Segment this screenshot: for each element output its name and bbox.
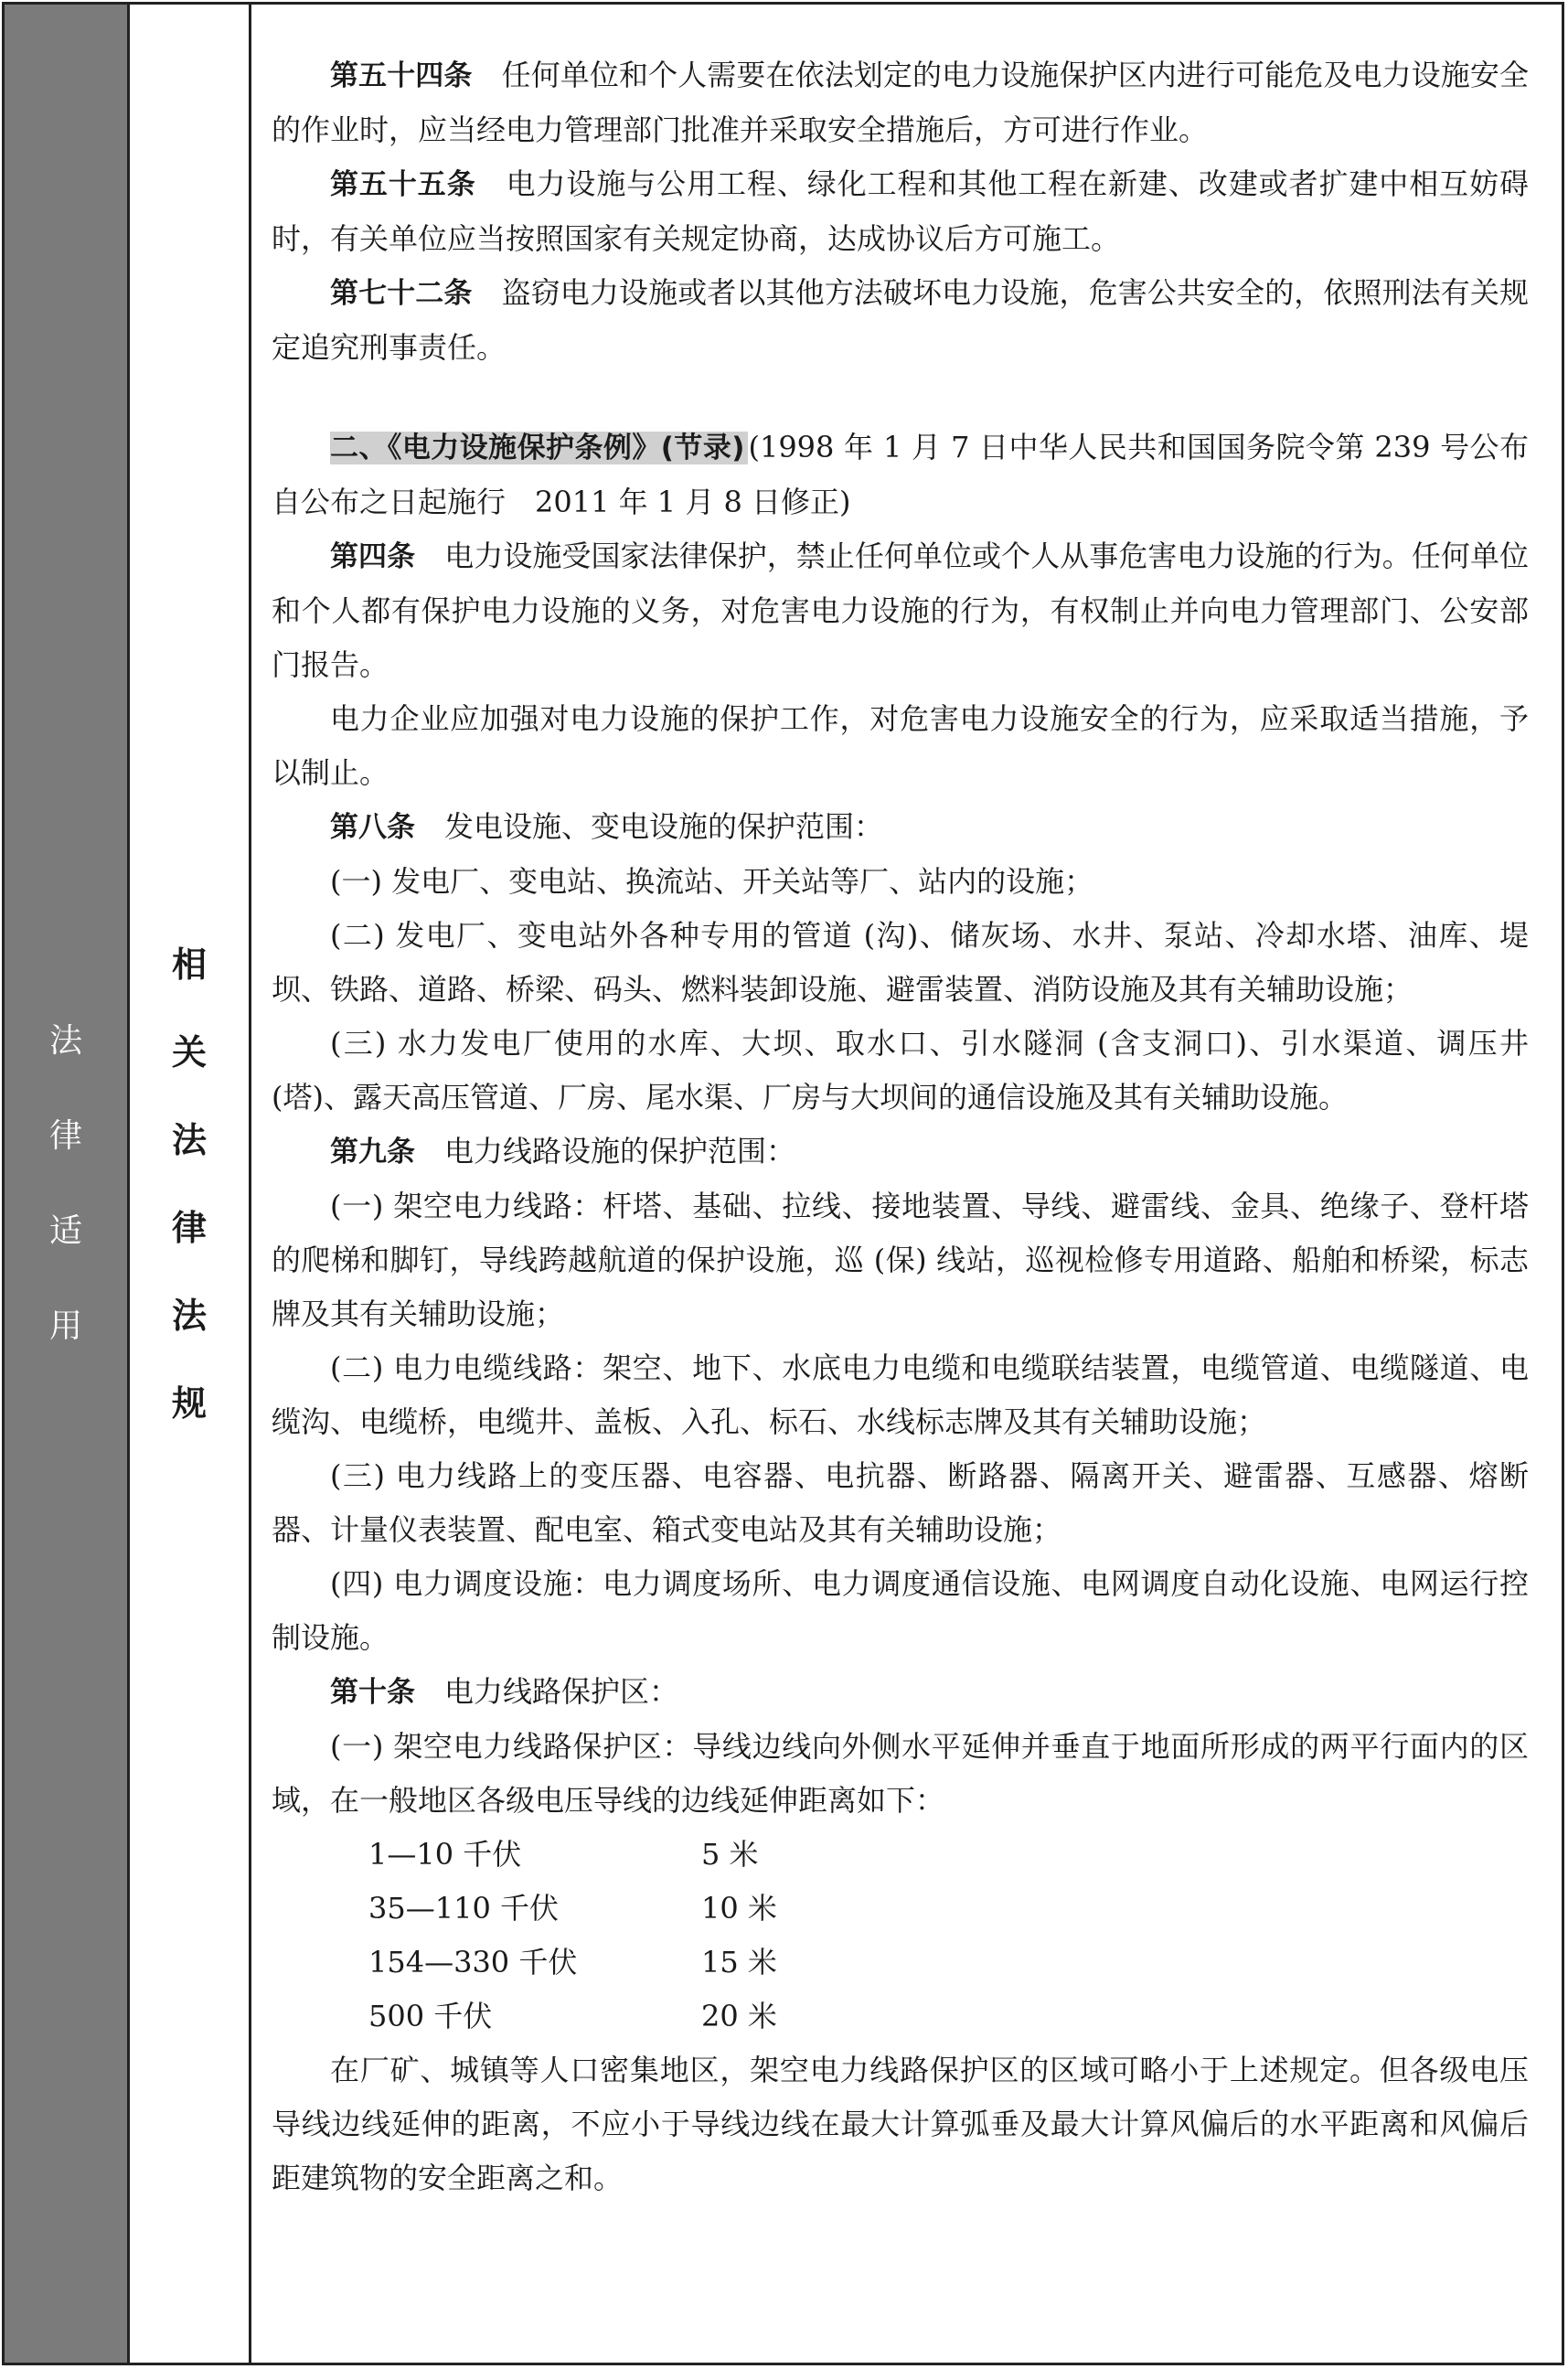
article-55: 第五十五条 电力设施与公用工程、绿化工程和其他工程在新建、改建或者扩建中相互妨碍时，有关单位应当按照国家有关规定协商，达成协议后方可施工。 xyxy=(272,166,1529,256)
article-9: 第九条 电力线路设施的保护范围： xyxy=(330,1134,796,1168)
article-8-item: (二) 发电厂、变电站外各种专用的管道 (沟)、储灰场、水井、泵站、冷却水塔、油库、堤坝、铁路、道路、桥梁、码头、燃料装卸设施、避雷装置、消防设施及其有关辅助设施； xyxy=(272,918,1529,1007)
subcategory-label-char: 法 xyxy=(171,1119,207,1160)
article-54: 第五十四条 任何单位和个人需要在依法划定的电力设施保护区内进行可能危及电力设施安全的作业时，应当经电力管理部门批准并采取安全措施后，方可进行作业。 xyxy=(272,58,1529,147)
article-4: 第四条 电力设施受国家法律保护，禁止任何单位或个人从事危害电力设施的行为。任何单位和个人都有保护电力设施的义务，对危害电力设施的行为，有权制止并向电力管理部门、公安部门报告。 xyxy=(272,539,1529,682)
article-10-closing: 在厂矿、城镇等人口密集地区，架空电力线路保护区的区域可略小于上述规定。但各级电压导线边线延伸的距离，不应小于导线边线在最大计算弧垂及最大计算风偏后的水平距离和风偏后距建筑物的安全距离之和。 xyxy=(272,2053,1529,2195)
distance-row: 154—330 千伏 15 米 xyxy=(368,1945,777,1980)
distance-list xyxy=(272,1828,1529,2044)
article-9-item: (四) 电力调度设施：电力调度场所、电力调度通信设施、电网调度自动化设施、电网运行控制设施。 xyxy=(272,1566,1529,1655)
subcategory-label-char: 相 xyxy=(171,944,207,985)
document-table xyxy=(2,2,1564,2365)
article-10: 第十条 电力线路保护区： xyxy=(330,1674,679,1709)
category-column xyxy=(5,5,130,2363)
article-9-item: (二) 电力电缆线路：架空、地下、水底电力电缆和电缆联结装置，电缆管道、电缆隧道、电缆沟、电缆桥，电缆井、盖板、入孔、标石、水线标志牌及其有关辅助设施； xyxy=(272,1350,1529,1439)
category-label-char: 适 xyxy=(48,1211,82,1250)
distance-row: 500 千伏 20 米 xyxy=(368,1999,777,2033)
article-9-item: (三) 电力线路上的变压器、电容器、电抗器、断路器、隔离开关、避雷器、互感器、熔断器、计量仪表装置、配电室、箱式变电站及其有关辅助设施； xyxy=(272,1458,1529,1547)
article-8-item: (一) 发电厂、变电站、换流站、开关站等厂、站内的设施； xyxy=(330,864,1094,899)
category-label-char: 法 xyxy=(48,1021,82,1060)
section-meta: (1998 年 1 月 7 日中华人民共和国国务院令第 239 号公布 自公布之日起施行 2011 年 1 月 8 日修正) xyxy=(272,430,1559,519)
subcategory-column xyxy=(130,5,251,2363)
section-title: 二、《电力设施保护条例》(节录) xyxy=(330,432,748,464)
article-8-item: (三) 水力发电厂使用的水库、大坝、取水口、引水隧洞 (含支洞口)、引水渠道、调压井 (塔)、露天高压管道、厂房、尾水渠、厂房与大坝间的通信设施及其有关辅助设施。 xyxy=(272,1026,1529,1115)
category-label-char: 律 xyxy=(48,1116,82,1155)
article-72: 第七十二条 盗窃电力设施或者以其他方法破坏电力设施，危害公共安全的，依照刑法有关规定追究刑事责任。 xyxy=(272,275,1529,365)
article-4-paragraph-2: 电力企业应加强对电力设施的保护工作，对危害电力设施安全的行为，应采取适当措施，予以制止。 xyxy=(272,701,1529,790)
distance-row: 35—110 千伏 10 米 xyxy=(368,1891,777,1926)
subcategory-label-char: 关 xyxy=(171,1031,207,1072)
subcategory-label-char: 律 xyxy=(171,1207,207,1248)
content-column xyxy=(251,5,1562,2363)
article-9-item: (一) 架空电力线路：杆塔、基础、拉线、接地装置、导线、避雷线、金具、绝缘子、登杆塔的爬梯和脚钉，导线跨越航道的保护设施，巡 (保) 线站，巡视检修专用道路、船舶和桥梁，标志牌及其有关辅助设施； xyxy=(272,1189,1529,1331)
distance-row: 1—10 千伏 5 米 xyxy=(368,1837,759,1872)
section-heading xyxy=(272,421,1559,529)
article-10-item: (一) 架空电力线路保护区：导线边线向外侧水平延伸并垂直于地面所形成的两平行面内的区域，在一般地区各级电压导线的边线延伸距离如下： xyxy=(272,1729,1529,1818)
subcategory-label-char: 规 xyxy=(171,1382,207,1424)
subcategory-label-char: 法 xyxy=(171,1295,207,1336)
article-8: 第八条 发电设施、变电设施的保护范围： xyxy=(330,809,884,844)
category-label-char: 用 xyxy=(48,1307,82,1345)
